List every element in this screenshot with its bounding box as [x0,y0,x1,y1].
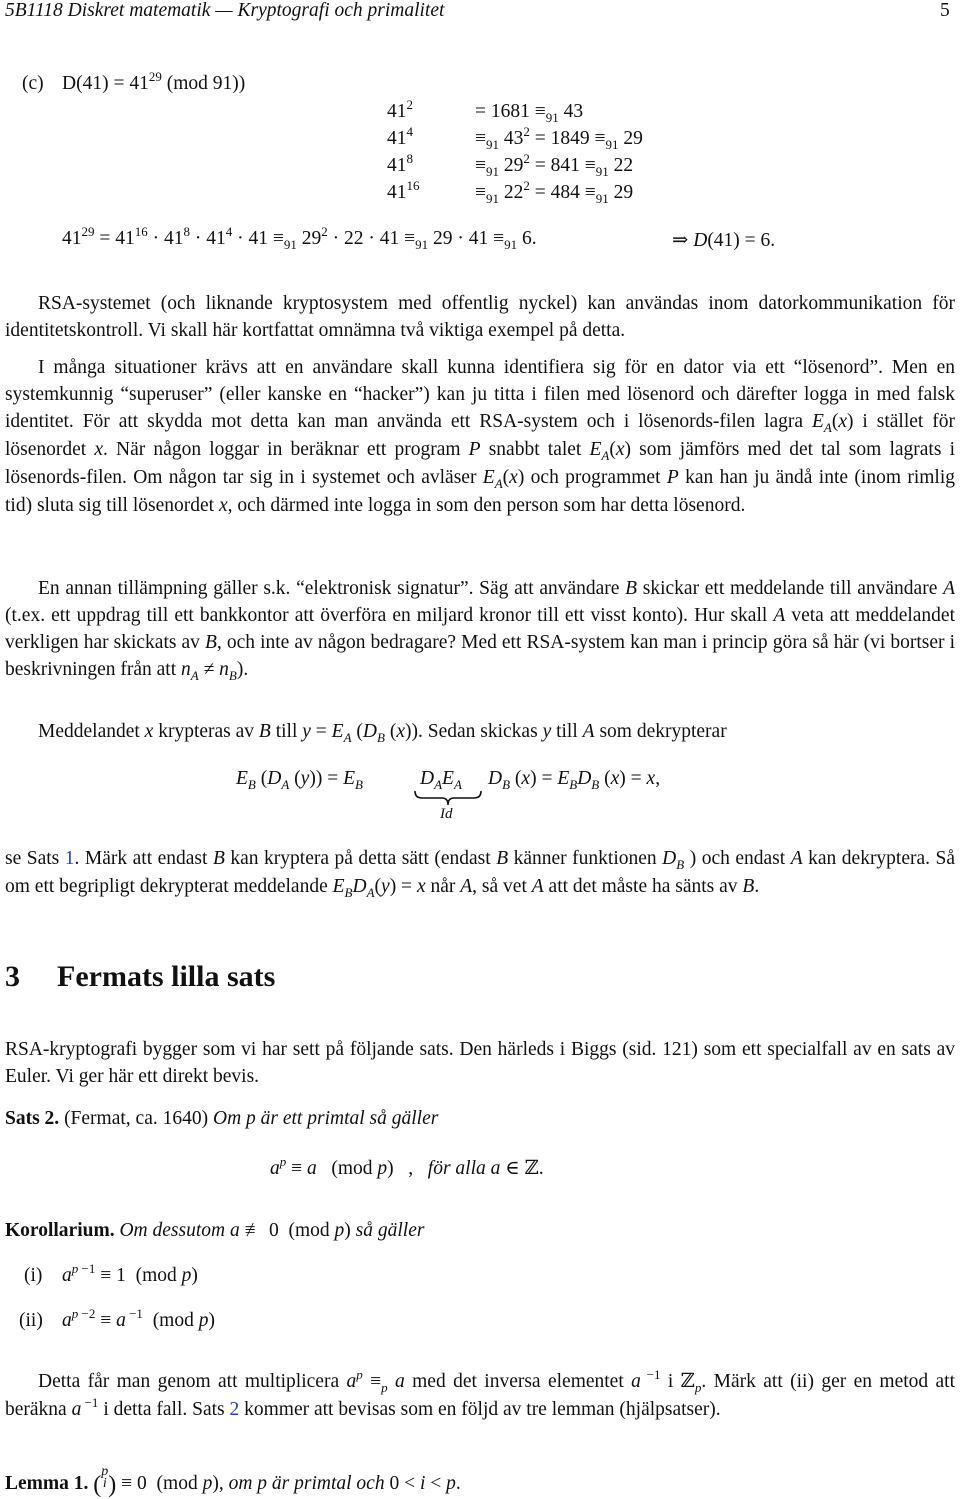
page-number: 5 [940,0,950,21]
theorem-attribution: (Fermat, ca. 1640) [64,1108,209,1129]
paragraph-intro: RSA-systemet (och liknande kryptosystem med offentlig nyckel) kan användas inom datorkommunikation för identitetskontroll. Vi skall här kortfattat omnämna två viktiga exempel på detta. [5,293,955,341]
power-lhs: $41^8$ [387,151,413,176]
corollary-label: Korollarium. [5,1220,115,1241]
power-rhs: $\equiv_{91}$ $22^2 = 484 \equiv_{91}$ 29 [475,178,634,206]
running-header: 5B1118 Diskret matematik — Kryptografi och primalitet [5,0,445,21]
corollary-item-label: (ii) [19,1310,43,1331]
part-c-statement: $D(41) = 41^{29}$ (mod 91)) [62,69,246,94]
equation-braced-term: $D_AE_A$ [420,768,462,792]
lemma-label: Lemma 1. [5,1473,89,1494]
lemma-statement: ≡ 0 (mod p), om p är primtal och 0 < i < p. [121,1473,461,1494]
power-rhs: $\equiv_{91}$ $29^2 = 841 \equiv_{91}$ 22 [475,151,634,179]
underbrace [414,790,482,806]
power-row [387,179,643,206]
section-title: Fermats lilla sats [57,960,276,993]
binomial-coefficient [101,1466,108,1490]
part-c-conclusion: $41^{29} = 41^{16} \cdot 41^8 \cdot 41^4 \cdot 41 \equiv_{91}$ $29^2 \cdot 22 \cdot 41 \equiv_{91}$ $29 \cdot 41 \equiv_{91}$ 6. [62,224,537,252]
binom-close-paren: ) [108,1472,117,1498]
power-lhs: $41^{16}$ [387,178,420,203]
section-number: 3 [5,960,20,993]
power-lhs: $41^2$ [387,97,413,122]
theorem-label: Sats 2. [5,1108,60,1129]
underbrace-label: Id [440,806,453,822]
equation-right: $D_B$ $(x) = E_BD_B$ (x) = x, [488,768,661,792]
part-c-label: (c) [22,73,44,94]
lemma [5,1466,461,1499]
equation-left: $E_B$ ($D_A$ $(y)) = E_B$ [236,768,363,792]
paragraph-conclusion: se Sats 1. Märk att endast B kan kryptera på detta sätt (endast B känner funktionen $D_B$ ) och endast A kan dekryptera. Så om ett begripligt dekrypterat meddelande $E_BD_A(y) = x$ når A, så vet A att det måste ha sänts av B. [5,848,956,900]
power-table [387,98,643,206]
power-row [387,98,643,125]
paragraph-password: I många situationer krävs att en användare skall kunna identifiera sig för en dator via ett “lösenord”. Men en systemkunnig “superuser” (eller kanske en “hacker”) kan ju titta i filen med lösenord och därefter logga in med falsk identitet. För att skydda mot detta kan man använda ett RSA-system och i lösenords-filen lagra $E_A(x)$ i stället för lösenordet x. När någon loggar in beräknar ett program P snabbt talet $E_A(x)$ som jämförs med det tal som lagrats i lösenords-filen. Om någon tar sig in i systemet och avläser $E_A(x)$ och programmet P kan han ju ändå inte (inom rimlig tid) sluta sig till lösenordet x, och därmed inte logga in som den person som har detta lösenord. [5,357,956,516]
section-heading [5,960,275,994]
binom-top: p [101,1464,109,1479]
binom-open-paren: ( [93,1472,102,1498]
theorem [5,1108,438,1130]
power-rhs: = $1681 \equiv_{91}$ 43 [475,101,584,125]
corollary-item-text: $a^{p -1} \equiv 1$ (mod p) [62,1261,198,1286]
power-row [387,152,643,179]
corollary-item-label: (i) [24,1265,43,1286]
theorem-statement: Om p är ett primtal så gäller [212,1108,439,1129]
part-c-implication: ⇒ D(41) = 6. [672,230,776,251]
corollary [5,1220,424,1242]
paragraph-closing: Detta får man genom att multiplicera $a^p \equiv_p$ a med det inversa elementet a $^{-1}$ i ℤ$_p$. Märk att (ii) ger en metod att beräkna a $^{-1}$ i detta fall. Sats 2 kommer att bevisas som en följd av tre lemman (hjälpsatser). [5,1367,956,1420]
power-row [387,125,643,152]
power-lhs: $41^4$ [387,124,413,149]
corollary-statement: Om dessutom a ≢ 0 (mod p) så gäller [119,1220,425,1241]
power-rhs: $\equiv_{91}$ $43^2 = 1849 \equiv_{91}$ 29 [475,124,643,152]
paragraph-signature: En annan tillämpning gäller s.k. “elektronisk signatur”. Säg att användare B skickar ett meddelande till användare A (t.ex. ett uppdrag till ett bankkontor att överföra en miljard kronor till ett visst konto). Hur skall A veta att meddelandet verkligen har skickats av B, och inte av någon bedragare? Med ett RSA-system kan man i princip göra så här (vi bortser i beskrivningen från att $n_A \ne n_B$). [5,578,956,683]
section-intro: RSA-kryptografi bygger som vi har sett på följande sats. Den härleds i Biggs (sid. 121) som ett specialfall av en sats av Euler. Vi ger här ett direkt bevis. [5,1039,955,1087]
corollary-item-text: $a^{p -2} \equiv a$ $^{-1}$ (mod p) [62,1306,215,1331]
binom-bottom: i [102,1476,107,1491]
theorem-formula: $a^p \equiv a$ (mod p) , för alla a ∈ ℤ. [270,1154,544,1179]
paragraph-encryption: Meddelandet x krypteras av B till $y = E_A$ ($D_B$ (x)). Sedan skickas y till A som dekrypterar [38,721,727,745]
